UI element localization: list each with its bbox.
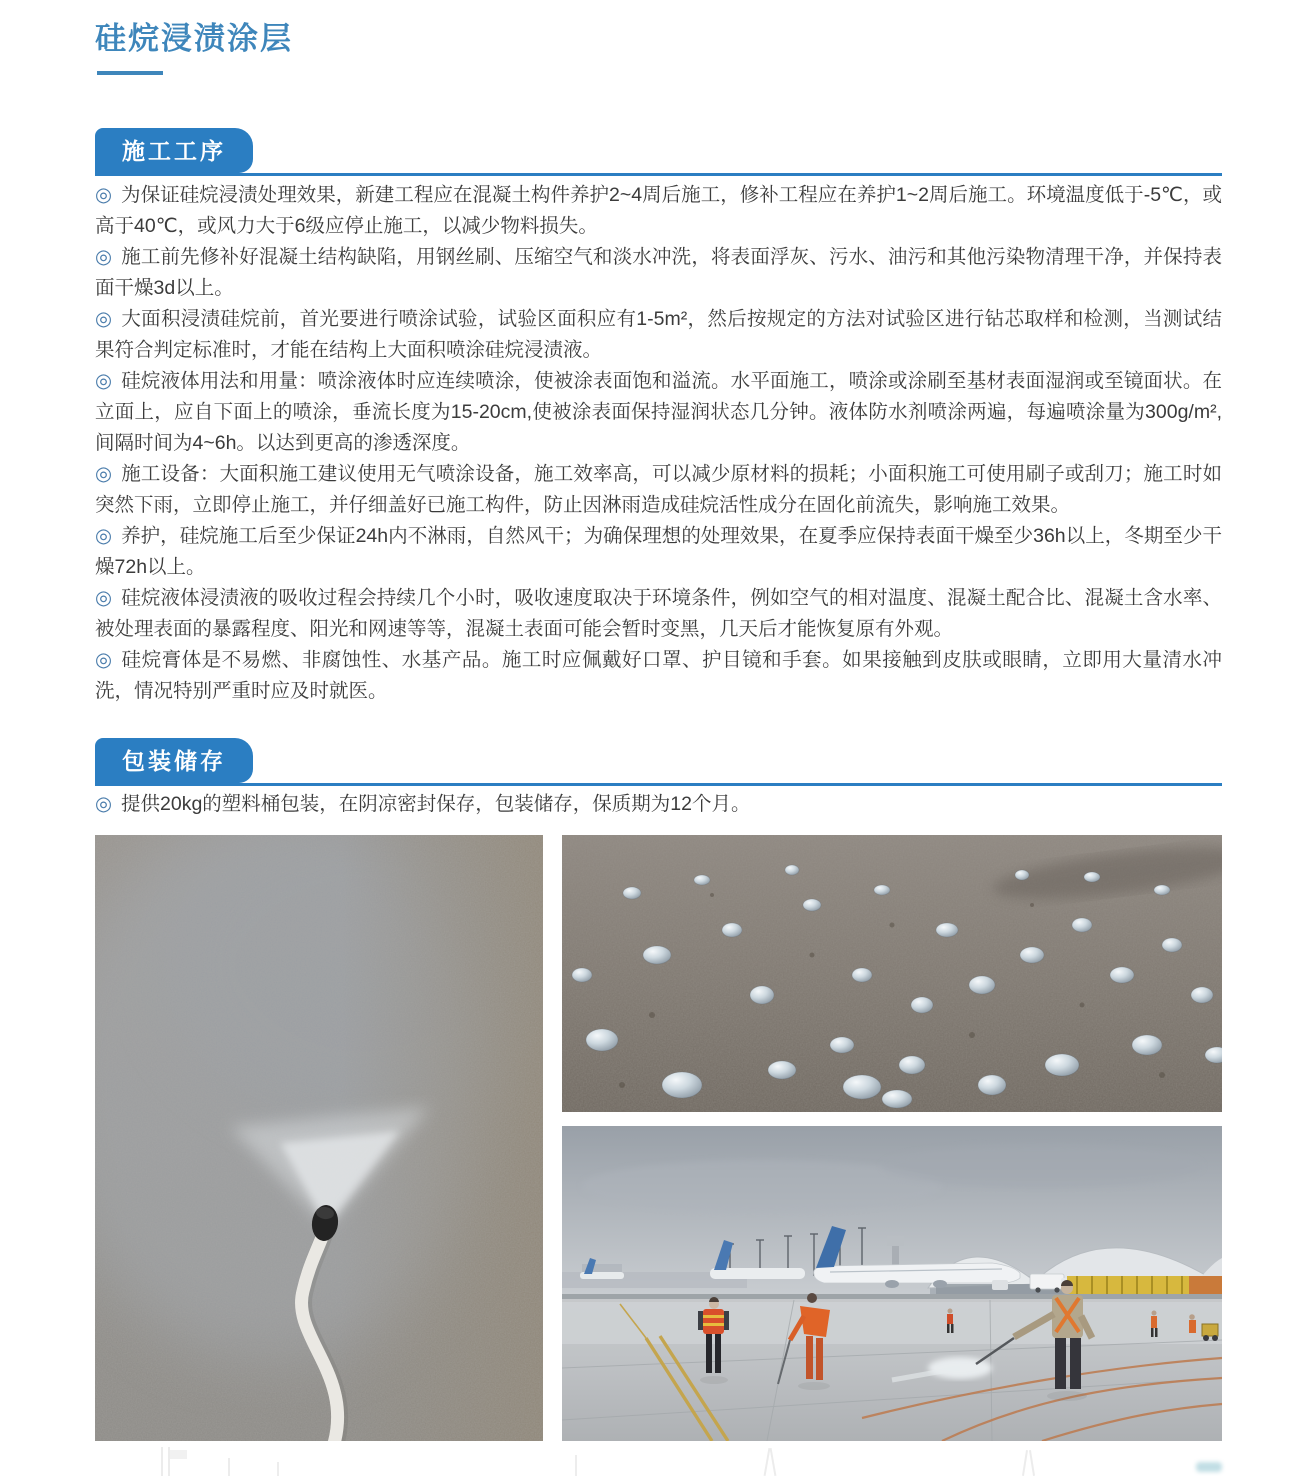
bullet-item: [95, 242, 1222, 304]
section-tab-packaging: 包装储存: [95, 738, 253, 783]
bullet-icon: ◎: [95, 793, 113, 815]
bullet-item: [95, 645, 1222, 707]
bullet-icon: ◎: [95, 587, 113, 609]
bullet-text: 大面积浸渍硅烷前，首光要进行喷涂试验，试验区面积应有1-5m²，然后按规定的方法对试验区进行钻芯取样和检测，当测试结果符合判定标准时，才能在结构上大面积喷涂硅烷浸渍液。: [95, 308, 1223, 361]
bullet-item: [95, 366, 1222, 459]
bullet-text: 施工设备：大面积施工建议使用无气喷涂设备，施工效率高，可以减少原材料的损耗；小面积施工可使用刷子或刮刀；施工时如突然下雨，立即停止施工，并仔细盖好已施工构件，防止因淋雨造成硅烷活性成分在固化前流失，影响施工效果。: [95, 463, 1222, 516]
page-title: 硅烷浸渍涂层: [95, 21, 293, 56]
droplets-illustration: [562, 835, 1222, 1112]
photo-grid: [95, 835, 1222, 1441]
bullet-text: 施工前先修补好混凝土结构缺陷，用钢丝刷、压缩空气和淡水冲洗，将表面浮灰、污水、油污和其他污染物清理干净，并保持表面干燥3d以上。: [95, 246, 1222, 299]
bullet-icon: ◎: [95, 184, 113, 206]
title-underline-dash: [97, 71, 163, 75]
bullet-text: 硅烷液体浸渍液的吸收过程会持续几个小时，吸收速度取决于环境条件，例如空气的相对温度、混凝土配合比、混凝土含水率、被处理表面的暴露程度、阳光和网速等等，混凝土表面可能会暂时变黑，几天后才能恢复原有外观。: [95, 587, 1222, 640]
bullet-item: [95, 459, 1222, 521]
photo-wall-silane-spraying: [95, 835, 543, 1441]
bullet-icon: ◎: [95, 308, 113, 330]
section-tab-construction: 施工工序: [95, 128, 253, 173]
bullet-text: 养护，硅烷施工后至少保证24h内不淋雨，自然风干；为确保理想的处理效果，在夏季应保持表面干燥至少36h以上，冬期至少干燥72h以上。: [95, 525, 1222, 578]
bullet-icon: ◎: [95, 246, 113, 268]
bullet-icon: ◎: [95, 649, 113, 671]
bullet-item: [95, 521, 1222, 583]
bullet-icon: ◎: [95, 370, 113, 392]
bullet-item: [95, 304, 1222, 366]
airport-illustration: [562, 1126, 1222, 1441]
teal-smudge-fragment: [1196, 1462, 1222, 1472]
bullet-item: [95, 583, 1222, 645]
bullet-text: 为保证硅烷浸渍处理效果，新建工程应在混凝土构件养护2~4周后施工，修补工程应在养护1~2周后施工。环境温度低于-5℃，或高于40℃，或风力大于6级应停止施工，以减少物料损失。: [95, 184, 1222, 237]
bullet-item: [95, 789, 1222, 820]
photo-airport-apron-application: [562, 1126, 1222, 1441]
bullet-text: 硅烷膏体是不易燃、非腐蚀性、水基产品。施工时应佩戴好口罩、护目镜和手套。如果接触到皮肤或眼睛，立即用大量清水冲洗，情况特别严重时应及时就医。: [95, 649, 1222, 702]
photo-hydrophobic-droplets: [562, 835, 1222, 1112]
bullet-icon: ◎: [95, 463, 113, 485]
bullet-text: 提供20kg的塑料桶包装，在阴凉密封保存，包装储存，保质期为12个月。: [121, 793, 751, 815]
bullet-item: [95, 180, 1222, 242]
packaging-bullet-list: [95, 789, 1222, 820]
construction-bullet-list: [95, 180, 1222, 707]
bullet-text: 硅烷液体用法和用量：喷涂液体时应连续喷涂，使被涂表面饱和溢流。水平面施工，喷涂或涂刷至基材表面湿润或至镜面状。在立面上，应自下面上的喷涂，垂流长度为15-20cm,使被涂表面保持湿润状态几分钟。液体防水剂喷涂两遍，每遍喷涂量为300g/m²,间隔时间为4~6h。以达到更高的渗透深度。: [95, 370, 1222, 454]
wall-spray-illustration: [95, 835, 543, 1441]
section-header-row-packaging: [95, 738, 1222, 786]
section-header-row-construction: [95, 128, 1222, 176]
bullet-icon: ◎: [95, 525, 113, 547]
